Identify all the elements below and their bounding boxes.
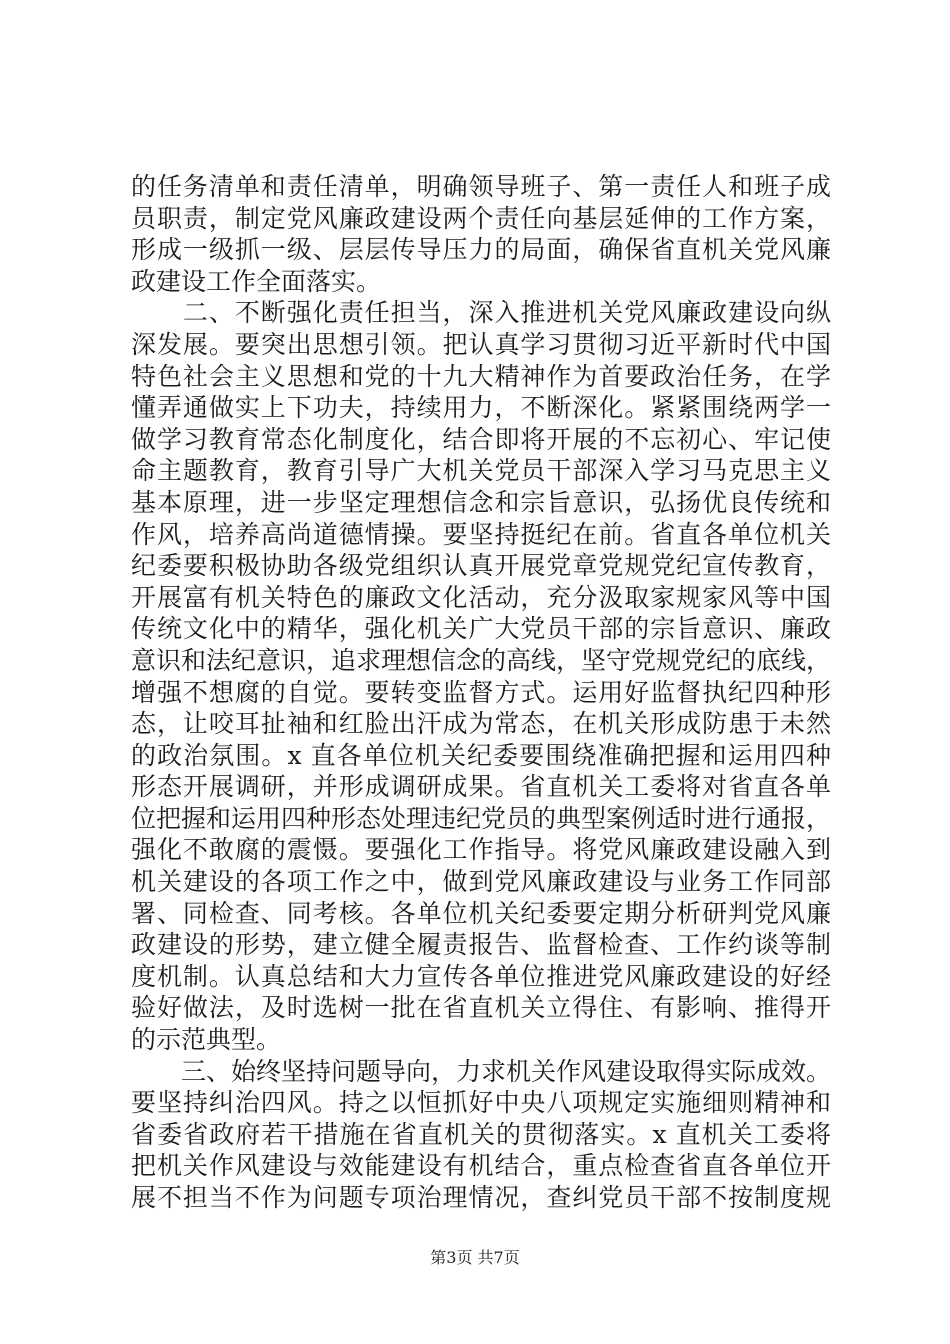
text-line: 意识和法纪意识，追求理想信念的高线，坚守党规党纪的底线， <box>131 645 832 675</box>
text-line: 度机制。认真总结和大力宣传各单位推进党风廉政建设的好经 <box>131 961 831 991</box>
text-line: 验好做法，及时选树一批在省直机关立得住、有影响、推得开 <box>131 993 831 1023</box>
page-number-footer: 第3页 共7页 <box>430 1248 520 1267</box>
text-line: 员职责，制定党风廉政建设两个责任向基层延伸的工作方案， <box>131 203 831 233</box>
text-line: 懂弄通做实上下功夫，持续用力，不断深化。紧紧围绕两学一 <box>131 393 831 423</box>
text-line: 作风，培养高尚道德情操。要坚持挺纪在前。省直各单位机关 <box>131 519 831 549</box>
text-line: 政建设工作全面落实。 <box>131 266 382 296</box>
text-line: 传统文化中的精华，强化机关广大党员干部的宗旨意识、廉政 <box>131 614 831 644</box>
text-line: 展不担当不作为问题专项治理情况，查纠党员干部不按制度规 <box>131 1183 831 1212</box>
document-body <box>131 171 831 1214</box>
text-line: 三、始终坚持问题导向，力求机关作风建设取得实际成效。 <box>131 1056 832 1086</box>
text-line: 做学习教育常态化制度化，结合即将开展的不忘初心、牢记使 <box>131 424 831 454</box>
text-line: 省委省政府若干措施在省直机关的贯彻落实。x 直机关工委将 <box>131 1119 831 1149</box>
text-line: 要坚持纠治四风。持之以恒抓好中央八项规定实施细则精神和 <box>131 1088 831 1118</box>
text-line: 形态开展调研，并形成调研成果。省直机关工委将对省直各单 <box>131 772 831 802</box>
text-line: 命主题教育，教育引导广大机关党员干部深入学习马克思主义 <box>131 456 831 486</box>
text-line: 强化不敢腐的震慑。要强化工作指导。将党风廉政建设融入到 <box>131 835 831 865</box>
text-line: 开展富有机关特色的廉政文化活动，充分汲取家规家风等中国 <box>131 582 831 612</box>
text-line: 把机关作风建设与效能建设有机结合，重点检查省直各单位开 <box>131 1151 831 1181</box>
text-line: 形成一级抓一级、层层传导压力的局面，确保省直机关党风廉 <box>131 235 831 265</box>
text-line: 基本原理，进一步坚定理想信念和宗旨意识，弘扬优良传统和 <box>131 487 831 517</box>
text-line: 政建设的形势，建立健全履责报告、监督检查、工作约谈等制 <box>131 930 831 960</box>
text-line: 增强不想腐的自觉。要转变监督方式。运用好监督执纪四种形 <box>131 677 831 707</box>
text-line: 二、不断强化责任担当，深入推进机关党风廉政建设向纵 <box>131 298 831 328</box>
text-line: 的政治氛围。x 直各单位机关纪委要围绕准确把握和运用四种 <box>131 740 831 770</box>
text-line: 位把握和运用四种形态处理违纪党员的典型案例适时进行通报， <box>131 803 832 833</box>
text-line: 机关建设的各项工作之中，做到党风廉政建设与业务工作同部 <box>131 867 831 897</box>
text-line: 特色社会主义思想和党的十九大精神作为首要政治任务，在学 <box>131 361 831 391</box>
text-line: 态，让咬耳扯袖和红脸出汗成为常态，在机关形成防患于未然 <box>131 709 831 739</box>
text-line: 深发展。要突出思想引领。把认真学习贯彻习近平新时代中国 <box>131 329 831 359</box>
text-line: 的任务清单和责任清单，明确领导班子、第一责任人和班子成 <box>131 172 831 201</box>
text-line: 署、同检查、同考核。各单位机关纪委要定期分析研判党风廉 <box>131 898 831 928</box>
text-line: 的示范典型。 <box>131 1025 282 1055</box>
text-line: 纪委要积极协助各级党组织认真开展党章党规党纪宣传教育， <box>131 551 831 581</box>
